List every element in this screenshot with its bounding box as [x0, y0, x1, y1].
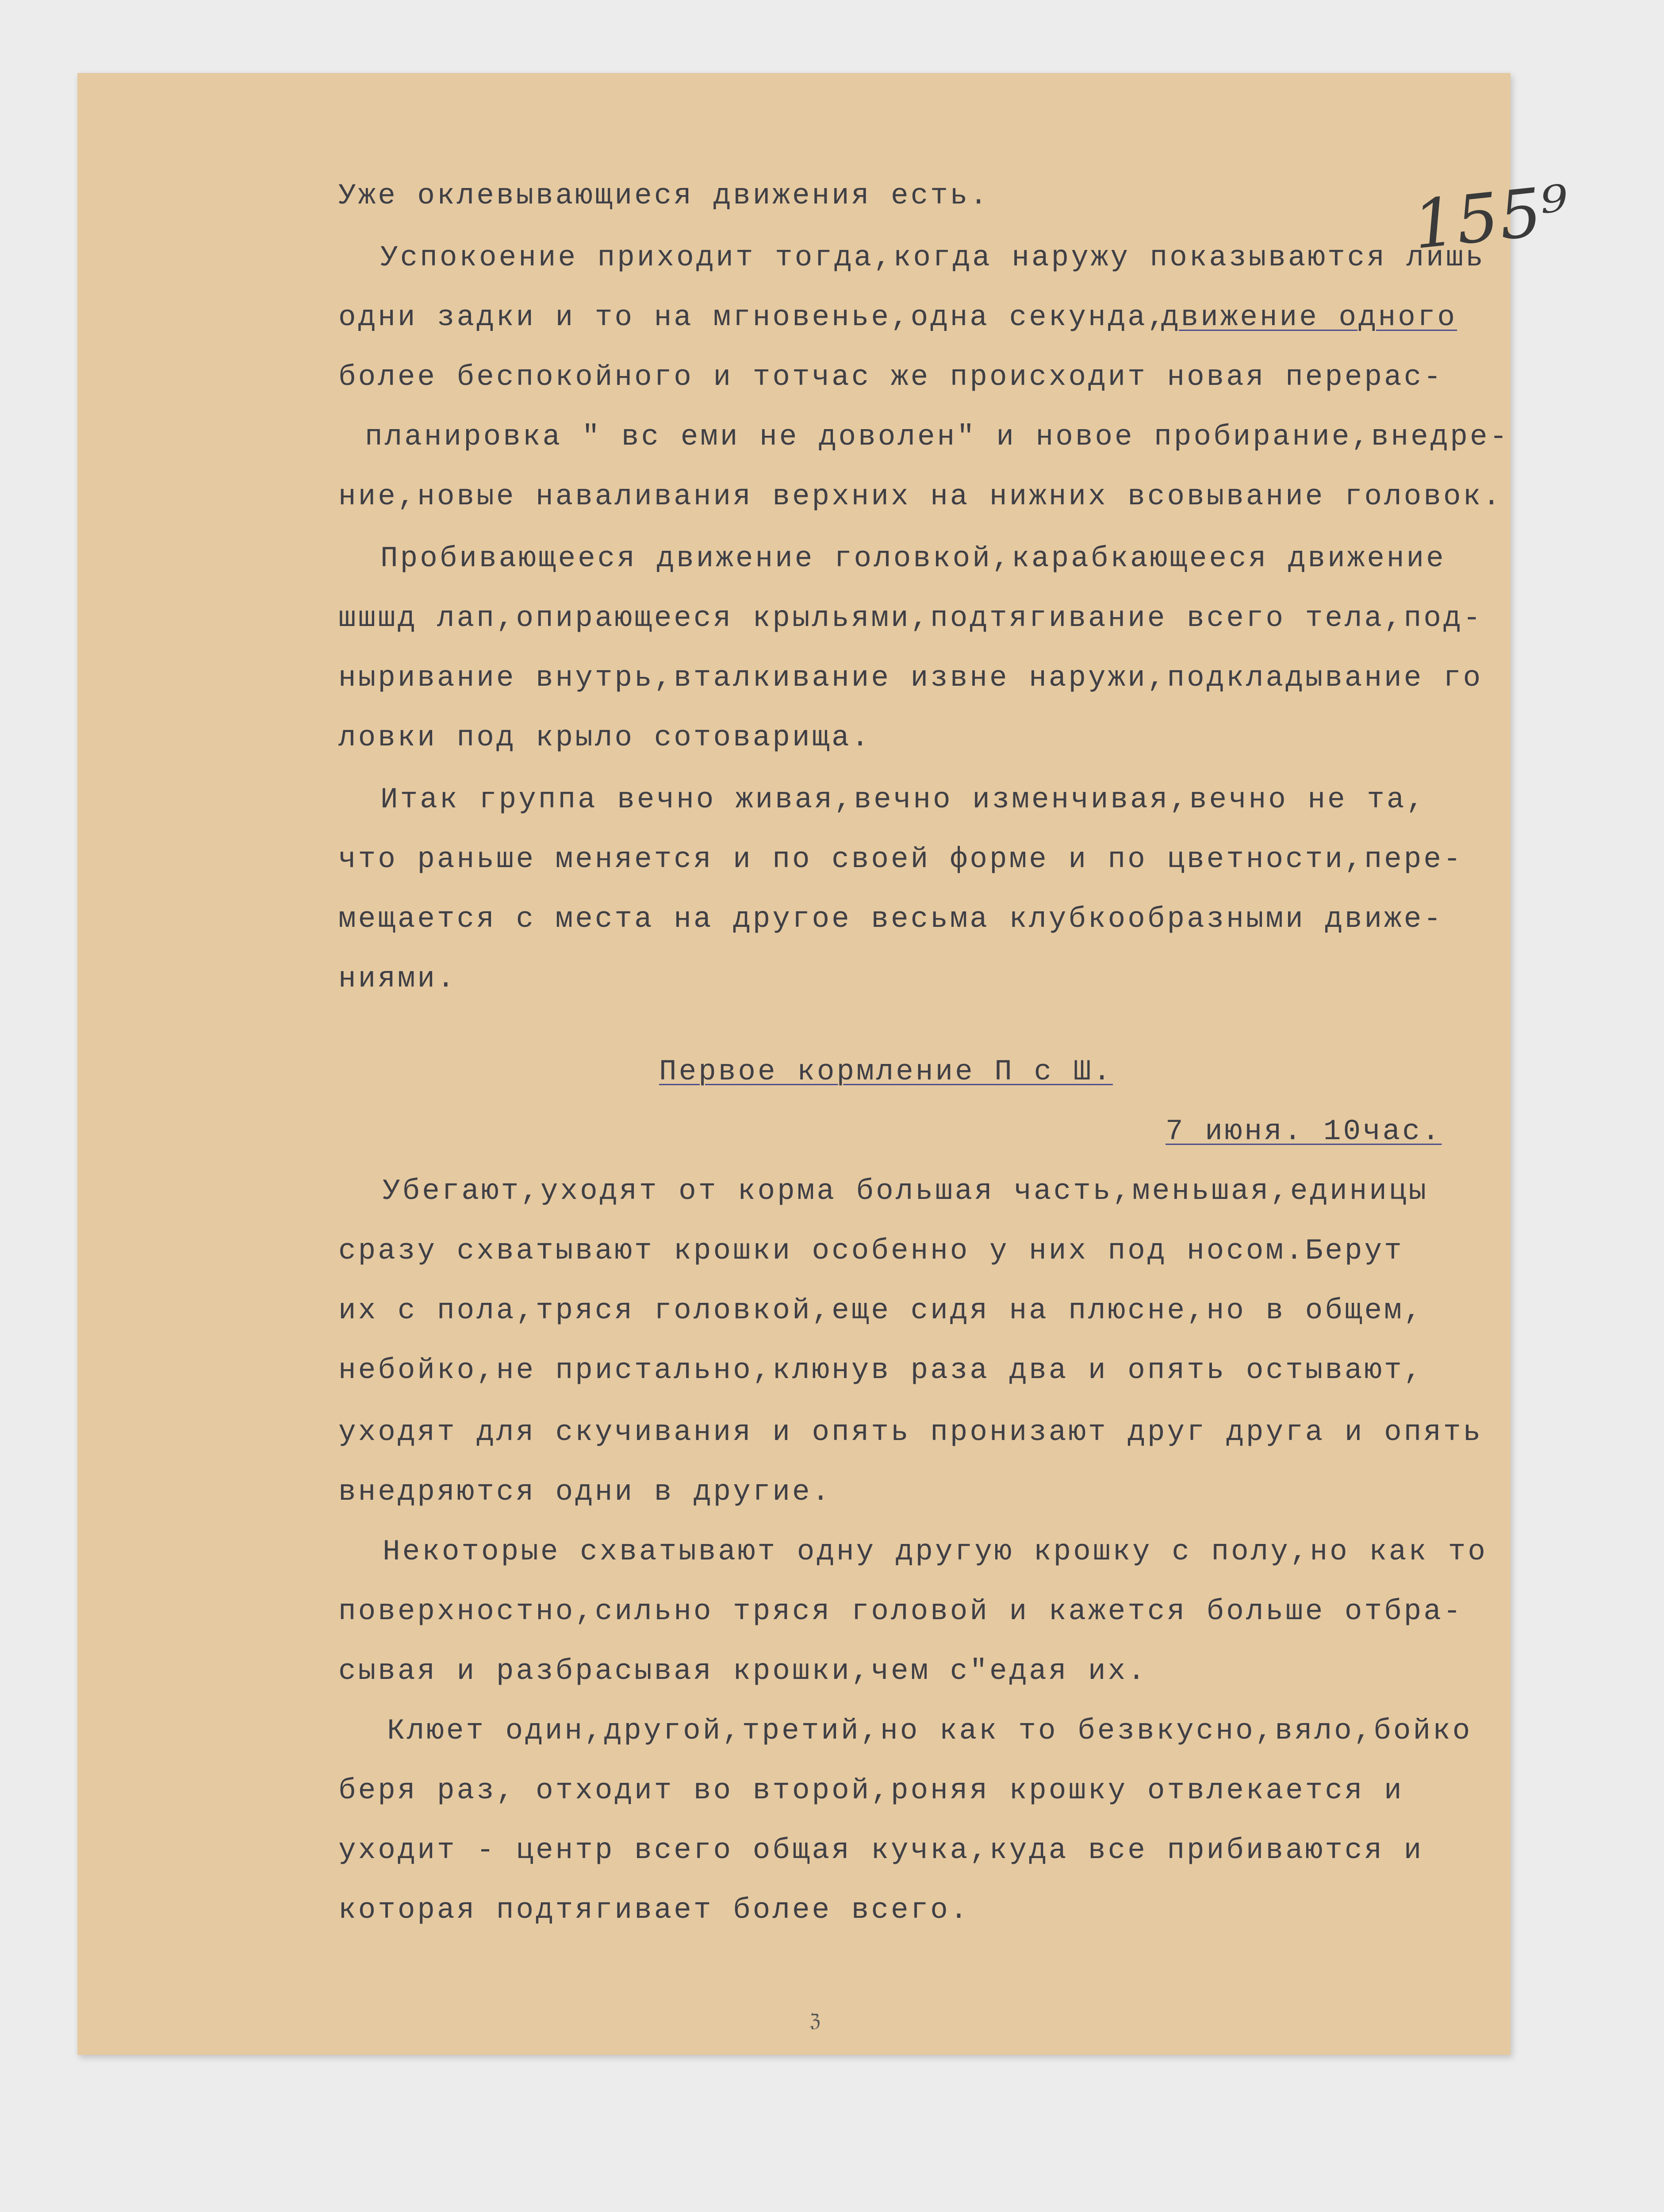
pencil-mark: ℨ — [809, 2011, 820, 2031]
text-line-27: беря раз, отходит во второй,роняя крошку отвлекается и — [338, 1774, 1404, 1807]
text-line-24: поверхностно,сильно тряся головой и кажется больше отбра- — [338, 1595, 1463, 1628]
text-line-28: уходит - центр всего общая кучка,куда все прибиваются и — [338, 1834, 1424, 1867]
text-line-5: планировка " вс еми не доволен" и новое пробирание,внедре- — [365, 420, 1510, 453]
text-line-21: уходят для скучивания и опять пронизают друг друга и опять — [338, 1416, 1483, 1449]
text-line-2: Успокоение приходит тогда,когда наружу показываются лишь — [380, 241, 1485, 274]
text-line-8: шшшд лап,опирающееся крыльями,подтягивание всего тела,под- — [338, 602, 1483, 635]
text-line-14: ниями. — [338, 962, 457, 995]
section-heading: Первое кормление П с Ш. — [659, 1055, 1113, 1088]
document-page — [77, 73, 1574, 2055]
text-line-9: ныривание внутрь,вталкивание извне наружи,подкладывание го — [338, 661, 1483, 695]
folio-number: 155⁹ — [1409, 171, 1574, 265]
text-line-10: ловки под крыло сотоварища. — [338, 721, 871, 754]
text-line-22: внедряются одни в другие. — [338, 1475, 832, 1509]
text-line-18: сразу схватывают крошки особенно у них под носом.Берут — [338, 1234, 1404, 1267]
text-line-23: Некоторые схватывают одну другую крошку с полу,но как то — [383, 1535, 1488, 1568]
text-line-17: Убегают,уходят от корма большая часть,меньшая,единицы — [383, 1175, 1429, 1208]
text-line-29: которая подтягивает более всего. — [338, 1893, 970, 1927]
text-line-7: Пробивающееся движение головкой,карабкающееся движение — [380, 542, 1446, 575]
text-line-19: их с пола,тряся головкой,еще сидя на плюсне,но в общем, — [338, 1294, 1424, 1327]
text-line-20: небойко,не пристально,клюнув раза два и опять остывают, — [338, 1354, 1424, 1387]
text-line-11: Итак группа вечно живая,вечно изменчивая,вечно не та, — [380, 783, 1426, 816]
text-line-1: Уже оклевывающиеся движения есть. — [338, 179, 990, 212]
text-line-3-underlined: движение одного — [1161, 301, 1457, 334]
text-line-12: что раньше меняется и по своей форме и по цветности,пере- — [338, 843, 1463, 876]
text-line-6: ние,новые наваливания верхних на нижних всовывание головок. — [338, 480, 1503, 513]
date-line: 7 июня. 10час. — [1166, 1115, 1442, 1148]
text-line-3: одни задки и то на мгновенье,одна секунда, — [338, 301, 1167, 334]
text-line-4: более беспокойного и тотчас же происходит новая перерас- — [338, 361, 1443, 394]
text-line-13: мещается с места на другое весьма клубкообразными движе- — [338, 902, 1443, 936]
text-line-26: Клюет один,другой,третий,но как то безвкусно,вяло,бойко — [387, 1714, 1472, 1747]
text-line-25: сывая и разбрасывая крошки,чем с"едая их. — [338, 1655, 1147, 1688]
